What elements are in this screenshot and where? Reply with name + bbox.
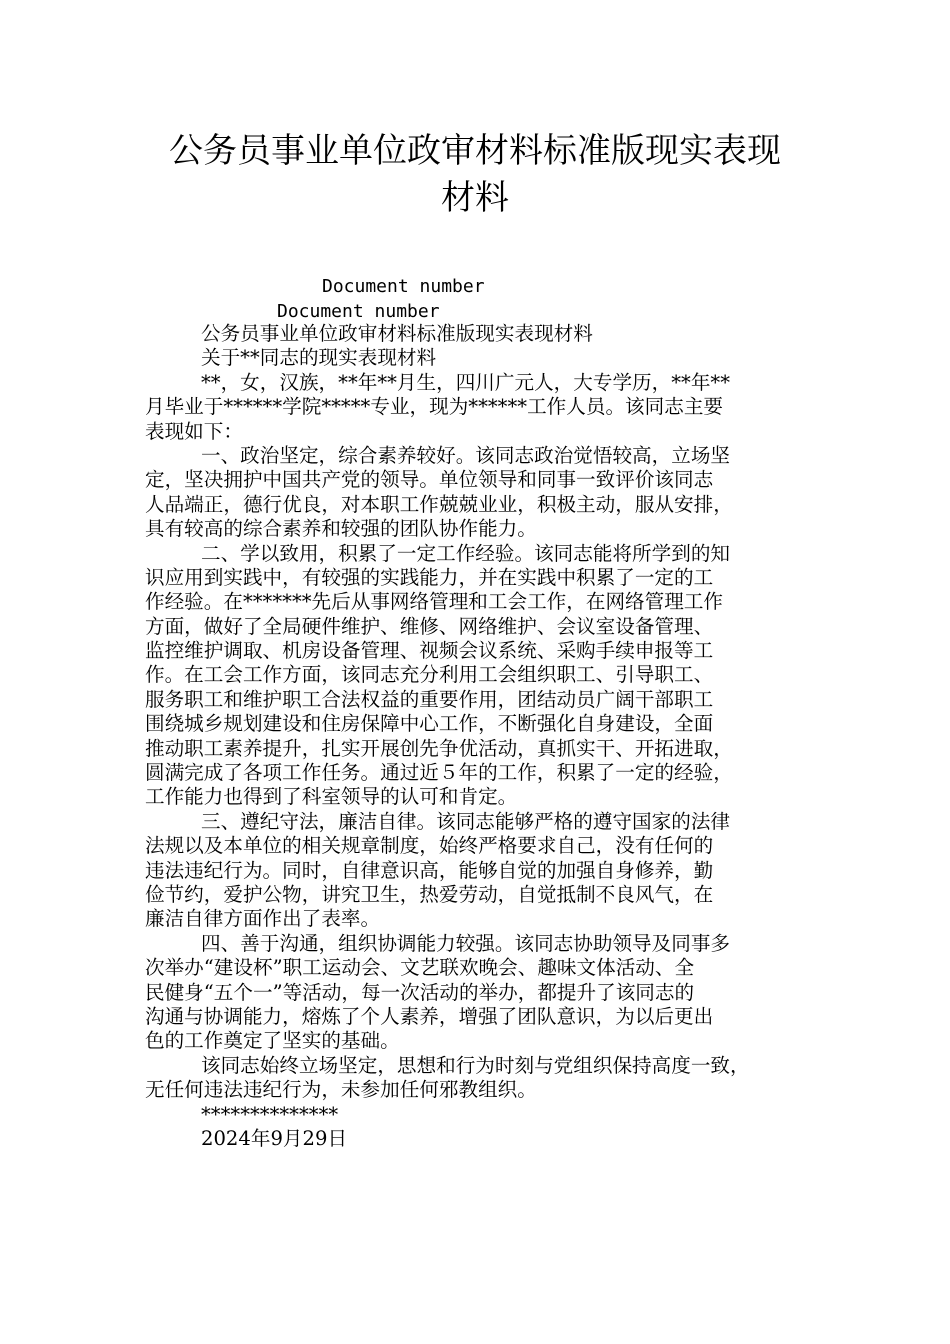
body-line: 作经验。在*******先后从事网络管理和工会工作，在网络管理工作 (145, 590, 724, 614)
body-line: 识应用到实践中，有较强的实践能力，并在实践中积累了一定的工 (145, 565, 714, 589)
body-line: 违法违纪行为。同时，自律意识高，能够自觉的加强自身修养，勤 (145, 858, 714, 882)
body-line: **，女，汉族，**年**月生，四川广元人，大专学历，**年** (201, 370, 731, 394)
body-line: 具有较高的综合素养和较强的团队协作能力。 (145, 517, 537, 541)
body-line: 色的工作奠定了坚实的基础。 (145, 1029, 400, 1053)
body-line: 工作能力也得到了科室领导的认可和肯定。 (145, 785, 518, 809)
body-line: 一、政治坚定，综合素养较好。该同志政治觉悟较高，立场坚 (201, 443, 731, 467)
body-line: 作。在工会工作方面，该同志充分利用工会组织职工、引导职工、 (145, 663, 714, 687)
body-line: 三、遵纪守法，廉洁自律。该同志能够严格的遵守国家的法律 (201, 809, 731, 833)
body-line: 表现如下： (145, 419, 243, 443)
document-number-1: Document number (322, 276, 485, 297)
body-line: 月毕业于******学院*****专业，现为******工作人员。该同志主要 (145, 395, 724, 419)
body-line: 该同志始终立场坚定，思想和行为时刻与党组织保持高度一致， (201, 1053, 750, 1077)
body-line: 法规以及本单位的相关规章制度，始终严格要求自己，没有任何的 (145, 834, 714, 858)
document-title (150, 128, 800, 222)
body-line: 监控维护调取、机房设备管理、视频会议系统、采购手续申报等工 (145, 639, 714, 663)
body-line: 民健身“五个一”等活动，每一次活动的举办，都提升了该同志的 (145, 980, 695, 1004)
body-line: 圆满完成了各项工作任务。通过近５年的工作，积累了一定的经验， (145, 761, 733, 785)
title-line-2: 材料 (441, 178, 509, 218)
body-line: 次举办“建设杯”职工运动会、文艺联欢晚会、趣味文体活动、全 (145, 956, 695, 980)
title-line-1: 公务员事业单位政审材料标准版现实表现 (169, 131, 781, 171)
body-line: 沟通与协调能力，熔炼了个人素养，增强了团队意识，为以后更出 (145, 1004, 714, 1028)
body-line: 公务员事业单位政审材料标准版现实表现材料 (201, 322, 593, 345)
body-line: 推动职工素养提升，扎实开展创先争优活动，真抓实干、开拓进取， (145, 736, 733, 760)
body-line: 定，坚决拥护中国共产党的领导。单位领导和同事一致评价该同志 (145, 468, 714, 492)
body-line: 俭节约，爱护公物，讲究卫生，热爱劳动，自觉抵制不良风气，在 (145, 882, 714, 906)
body-line: 二、学以致用，积累了一定工作经验。该同志能将所学到的知 (201, 541, 731, 565)
body-line: 方面，做好了全局硬件维护、维修、网络维护、会议室设备管理、 (145, 614, 714, 638)
body-line: 围绕城乡规划建设和住房保障中心工作，不断强化自身建设，全面 (145, 712, 714, 736)
body-line: 四、善于沟通，组织协调能力较强。该同志协助领导及同事多 (201, 931, 731, 955)
body-line: 廉洁自律方面作出了表率。 (145, 907, 381, 931)
body-line: ************** (201, 1102, 339, 1126)
body-line: 服务职工和维护职工合法权益的重要作用，团结动员广阔干部职工 (145, 687, 714, 711)
body-line: 无任何违法违纪行为，未参加任何邪教组织。 (145, 1078, 537, 1102)
body-line: 关于**同志的现实表现材料 (201, 346, 437, 370)
body-line: 人品端正，德行优良，对本职工作兢兢业业，积极主动，服从安排， (145, 492, 733, 516)
document-body (145, 322, 820, 1151)
document-number-2: Document number (277, 301, 440, 322)
body-line: 2024年9月29日 (201, 1126, 348, 1150)
